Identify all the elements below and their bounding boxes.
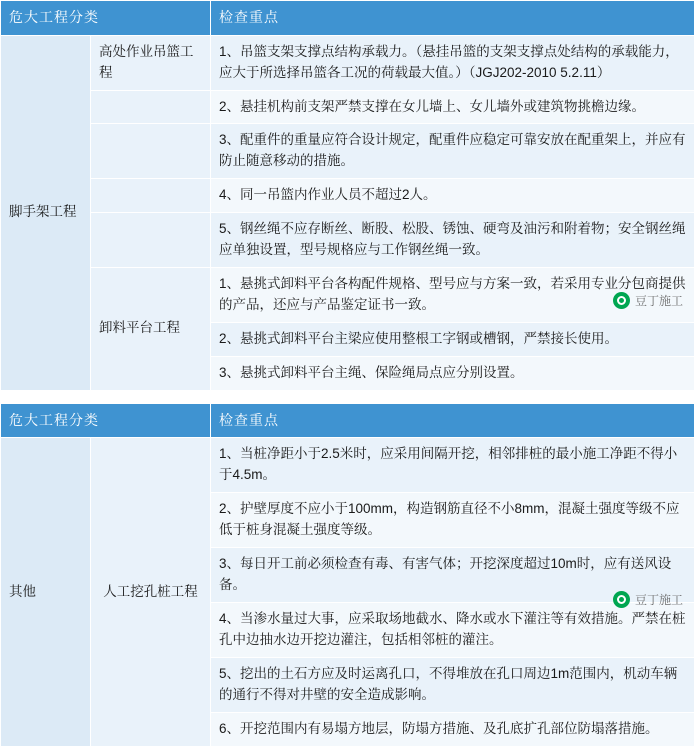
table-separator: [0, 391, 695, 403]
table1-subcategory-0: 高处作业吊篮工程: [91, 35, 211, 90]
table2-item: 2、护壁厚度不应小于100mm，构造钢筋直径不小8mm，混凝土强度等级不应低于桩身混凝土强度等级。: [211, 493, 695, 548]
table2-item: 5、挖出的土石方应及时运离孔口，不得堆放在孔口周边1m范围内，机动车辆的通行不得对井壁的安全造成影响。: [211, 657, 695, 712]
table1-subcategory-spacer: [91, 90, 211, 124]
table2-item: 4、当渗水量过大事，应采取场地截水、降水或水下灌注等有效措施。严禁在桩孔中边抽水边开挖边灌注，包括相邻桩的灌注。: [211, 602, 695, 657]
table-row: [1, 90, 695, 124]
watermark-top: [613, 292, 683, 309]
table-row: [1, 268, 695, 323]
table1-item: 5、钢丝绳不应存断丝、断股、松股、锈蚀、硬弯及油污和附着物；安全钢丝绳应单独设置，型号规格应与工作钢丝绳一致。: [211, 213, 695, 268]
green-circle-logo-icon: [613, 292, 630, 309]
table2-header-row: [1, 403, 695, 438]
table-row: [1, 124, 695, 179]
table1-subcategory-spacer: [91, 179, 211, 213]
table-row: [1, 35, 695, 90]
table2-category-cell: 其他: [1, 438, 91, 746]
table1-header-row: [1, 1, 695, 36]
green-circle-logo-icon: [613, 591, 630, 608]
table2-subcategory-cell: 人工挖孔桩工程: [91, 438, 211, 746]
table1-subcategory-spacer: [91, 213, 211, 268]
table-row: [1, 179, 695, 213]
table1-item: 3、悬挑式卸料平台主绳、保险绳局点应分别设置。: [211, 356, 695, 390]
table-row: [1, 213, 695, 268]
table1-subcategory-1: 卸料平台工程: [91, 268, 211, 391]
table1-item: 3、配重件的重量应符合设计规定，配重件应稳定可靠安放在配重架上，并应有防止随意移动的措施。: [211, 124, 695, 179]
table1-item: 2、悬挂机构前支架严禁支撑在女儿墙上、女儿墙外或建筑物挑檐边缘。: [211, 90, 695, 124]
watermark-bottom: [613, 591, 683, 608]
table1-category-cell: 脚手架工程: [1, 35, 91, 390]
table2-item: 3、每日开工前必须检查有毒、有害气体；开挖深度超过10m时，应有送风设备。: [211, 548, 695, 603]
table1-item: 1、悬挑式卸料平台各构配件规格、型号应与方案一致，若采用专业分包商提供的产品，还应与产品鉴定证书一致。: [211, 268, 695, 323]
table1-item: 4、同一吊篮内作业人员不超过2人。: [211, 179, 695, 213]
table-row: [1, 438, 695, 493]
table2-header-category: 危大工程分类: [1, 403, 211, 438]
table2-header-keypoints: 检查重点: [211, 403, 695, 438]
table1-item: 2、悬挑式卸料平台主梁应使用整根工字钢或槽钢，严禁接长使用。: [211, 322, 695, 356]
table2-item: 1、当桩净距小于2.5米时，应采用间隔开挖，相邻排桩的最小施工净距不得小于4.5m。: [211, 438, 695, 493]
table1-header-category: 危大工程分类: [1, 1, 211, 36]
table1-item: 1、吊篮支架支撑点结构承载力。（悬挂吊篮的支架支撑点处结构的承载能力，应大于所选择吊篮各工况的荷载最大值。）（JGJ202-2010 5.2.11）: [211, 35, 695, 90]
table1-subcategory-spacer: [91, 124, 211, 179]
watermark-label: 豆丁施工: [634, 593, 683, 607]
manual-excavation-pile-table: [0, 403, 695, 747]
watermark-label: 豆丁施工: [634, 294, 683, 308]
table2-item: 6、开挖范围内有易塌方地层，防塌方措施、及孔底扩孔部位防塌落措施。: [211, 712, 695, 746]
table1-header-keypoints: 检查重点: [211, 1, 695, 36]
